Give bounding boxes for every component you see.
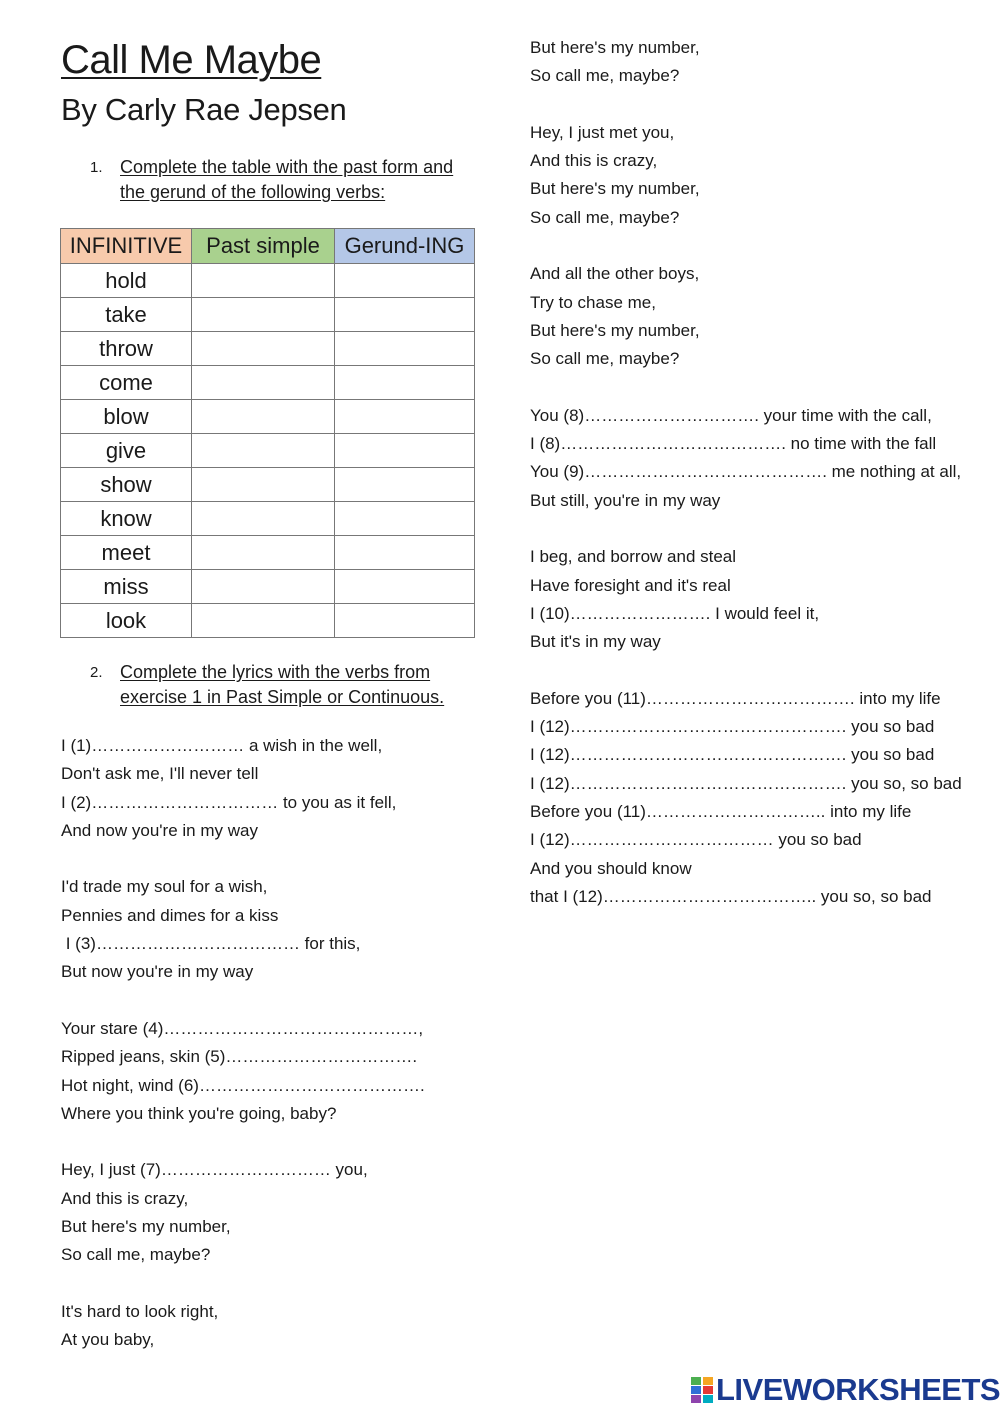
gerund-answer-cell[interactable]	[335, 366, 475, 400]
table-row	[61, 536, 475, 570]
lyrics-line: So call me, maybe?	[61, 1245, 211, 1265]
lyrics-line: And this is crazy,	[530, 151, 658, 171]
lyrics-stanza	[530, 119, 970, 232]
lyrics-right-column	[530, 34, 970, 911]
exercise-text: Complete the table with the past form and the gerund of the following verbs:	[120, 157, 454, 202]
lyrics-line: Hot night, wind (6)………………………………….	[61, 1075, 425, 1095]
lyrics-line: I (1)……………………… a wish in the well,	[61, 736, 383, 755]
lyrics-line: Before you (11)………………………………. into my life	[530, 688, 941, 708]
verb-cell: show	[61, 468, 192, 502]
lyrics-line: I (2)…………………………… to you as it fell,	[61, 792, 397, 812]
lyrics-line: Don't ask me, I'll never tell	[61, 764, 259, 784]
exercise-1-instruction	[90, 155, 470, 205]
lyrics-stanza	[61, 732, 501, 845]
lyrics-line: At you baby,	[61, 1330, 155, 1350]
past-simple-answer-cell[interactable]	[192, 468, 335, 502]
header-infinitive: INFINITIVE	[61, 229, 192, 264]
lyrics-line: So call me, maybe?	[530, 349, 680, 369]
past-simple-answer-cell[interactable]	[192, 502, 335, 536]
lyrics-line: I (12)…………………………………………. you so bad	[530, 745, 935, 765]
liveworksheets-logo	[691, 1373, 1000, 1407]
lyrics-line: You (8)…………………………. your time with the call,	[530, 405, 932, 425]
table-row	[61, 434, 475, 468]
past-simple-answer-cell[interactable]	[192, 434, 335, 468]
lyrics-line: Your stare (4)………………………………………,	[61, 1018, 424, 1038]
lyrics-line: that I (12)……………………………….. you so, so bad	[530, 886, 932, 906]
lyrics-stanza	[61, 1298, 501, 1355]
lyrics-stanza	[530, 543, 970, 656]
gerund-answer-cell[interactable]	[335, 434, 475, 468]
lyrics-line: I'd trade my soul for a wish,	[61, 877, 268, 897]
lyrics-line: I (12)…………………………………………. you so, so bad	[530, 773, 962, 793]
gerund-answer-cell[interactable]	[335, 502, 475, 536]
table-row	[61, 332, 475, 366]
table-row	[61, 468, 475, 502]
lyrics-stanza	[61, 1156, 501, 1269]
worksheet-subtitle: By Carly Rae Jepsen	[61, 92, 347, 127]
lyrics-line: So call me, maybe?	[530, 207, 680, 227]
lyrics-line: You (9)……………………………………. me nothing at all,	[530, 462, 962, 482]
table-row	[61, 400, 475, 434]
lyrics-stanza	[61, 1015, 501, 1128]
lyrics-line: But here's my number,	[530, 38, 700, 57]
gerund-answer-cell[interactable]	[335, 400, 475, 434]
gerund-answer-cell[interactable]	[335, 570, 475, 604]
lyrics-line: Hey, I just (7)………………………… you,	[61, 1160, 368, 1180]
lyrics-line: So call me, maybe?	[530, 66, 680, 86]
past-simple-answer-cell[interactable]	[192, 366, 335, 400]
lyrics-left-column	[61, 732, 501, 1355]
gerund-answer-cell[interactable]	[335, 468, 475, 502]
table-header-row	[61, 229, 475, 264]
lyrics-line: Ripped jeans, skin (5)…………………………….	[61, 1047, 418, 1067]
lyrics-line: And you should know	[530, 858, 692, 878]
table-row	[61, 570, 475, 604]
gerund-answer-cell[interactable]	[335, 604, 475, 638]
verb-table	[60, 228, 475, 638]
lyrics-line: I (10)……………………. I would feel it,	[530, 603, 820, 623]
verb-cell: look	[61, 604, 192, 638]
lyrics-line: But here's my number,	[530, 320, 700, 340]
verb-cell: know	[61, 502, 192, 536]
lyrics-line: But here's my number,	[530, 179, 700, 199]
header-past-simple: Past simple	[192, 229, 335, 264]
lyrics-line: Where you think you're going, baby?	[61, 1103, 337, 1123]
verb-cell: throw	[61, 332, 192, 366]
exercise-number: 1.	[90, 159, 103, 176]
past-simple-answer-cell[interactable]	[192, 536, 335, 570]
exercise-2-instruction	[90, 660, 490, 710]
lyrics-line: Hey, I just met you,	[530, 122, 675, 142]
table-row	[61, 604, 475, 638]
table-row	[61, 366, 475, 400]
verb-cell: come	[61, 366, 192, 400]
table-row	[61, 502, 475, 536]
past-simple-answer-cell[interactable]	[192, 332, 335, 366]
verb-cell: meet	[61, 536, 192, 570]
worksheet-title: Call Me Maybe	[61, 38, 322, 82]
gerund-answer-cell[interactable]	[335, 298, 475, 332]
lyrics-line: Try to chase me,	[530, 292, 656, 312]
lyrics-line: And now you're in my way	[61, 820, 258, 840]
lyrics-line: I (12)…………………………………………. you so bad	[530, 717, 935, 737]
verb-cell: miss	[61, 570, 192, 604]
header-gerund: Gerund-ING	[335, 229, 475, 264]
gerund-answer-cell[interactable]	[335, 264, 475, 298]
past-simple-answer-cell[interactable]	[192, 570, 335, 604]
lyrics-stanza	[530, 685, 970, 911]
lyrics-line: Pennies and dimes for a kiss	[61, 905, 279, 925]
table-row	[61, 264, 475, 298]
logo-blocks-icon	[691, 1377, 713, 1403]
lyrics-line: Have foresight and it's real	[530, 575, 731, 595]
lyrics-stanza	[530, 260, 970, 373]
verb-cell: hold	[61, 264, 192, 298]
past-simple-answer-cell[interactable]	[192, 400, 335, 434]
table-row	[61, 298, 475, 332]
lyrics-line: I beg, and borrow and steal	[530, 547, 737, 567]
lyrics-stanza	[61, 873, 501, 986]
lyrics-line: It's hard to look right,	[61, 1301, 219, 1321]
verb-cell: take	[61, 298, 192, 332]
exercise-text: Complete the lyrics with the verbs from exercise 1 in Past Simple or Continuous.	[120, 662, 445, 707]
past-simple-answer-cell[interactable]	[192, 264, 335, 298]
verb-cell: give	[61, 434, 192, 468]
lyrics-stanza	[530, 402, 970, 515]
past-simple-answer-cell[interactable]	[192, 604, 335, 638]
lyrics-line: And this is crazy,	[61, 1188, 189, 1208]
lyrics-line: I (12)……………………………… you so bad	[530, 830, 862, 850]
logo-text: LIVEWORKSHEETS	[716, 1372, 1000, 1407]
lyrics-line: But here's my number,	[61, 1217, 231, 1237]
gerund-answer-cell[interactable]	[335, 536, 475, 570]
gerund-answer-cell[interactable]	[335, 332, 475, 366]
exercise-number: 2.	[90, 664, 103, 681]
lyrics-line: But still, you're in my way	[530, 490, 721, 510]
lyrics-line: I (3)……………………………… for this,	[61, 934, 361, 954]
lyrics-line: But now you're in my way	[61, 962, 254, 982]
verb-cell: blow	[61, 400, 192, 434]
lyrics-stanza	[530, 34, 970, 91]
lyrics-line: I (8)…………………………………. no time with the fall	[530, 434, 937, 454]
lyrics-line: Before you (11)………………………….. into my life	[530, 802, 912, 822]
lyrics-line: But it's in my way	[530, 632, 661, 652]
lyrics-line: And all the other boys,	[530, 264, 700, 284]
past-simple-answer-cell[interactable]	[192, 298, 335, 332]
